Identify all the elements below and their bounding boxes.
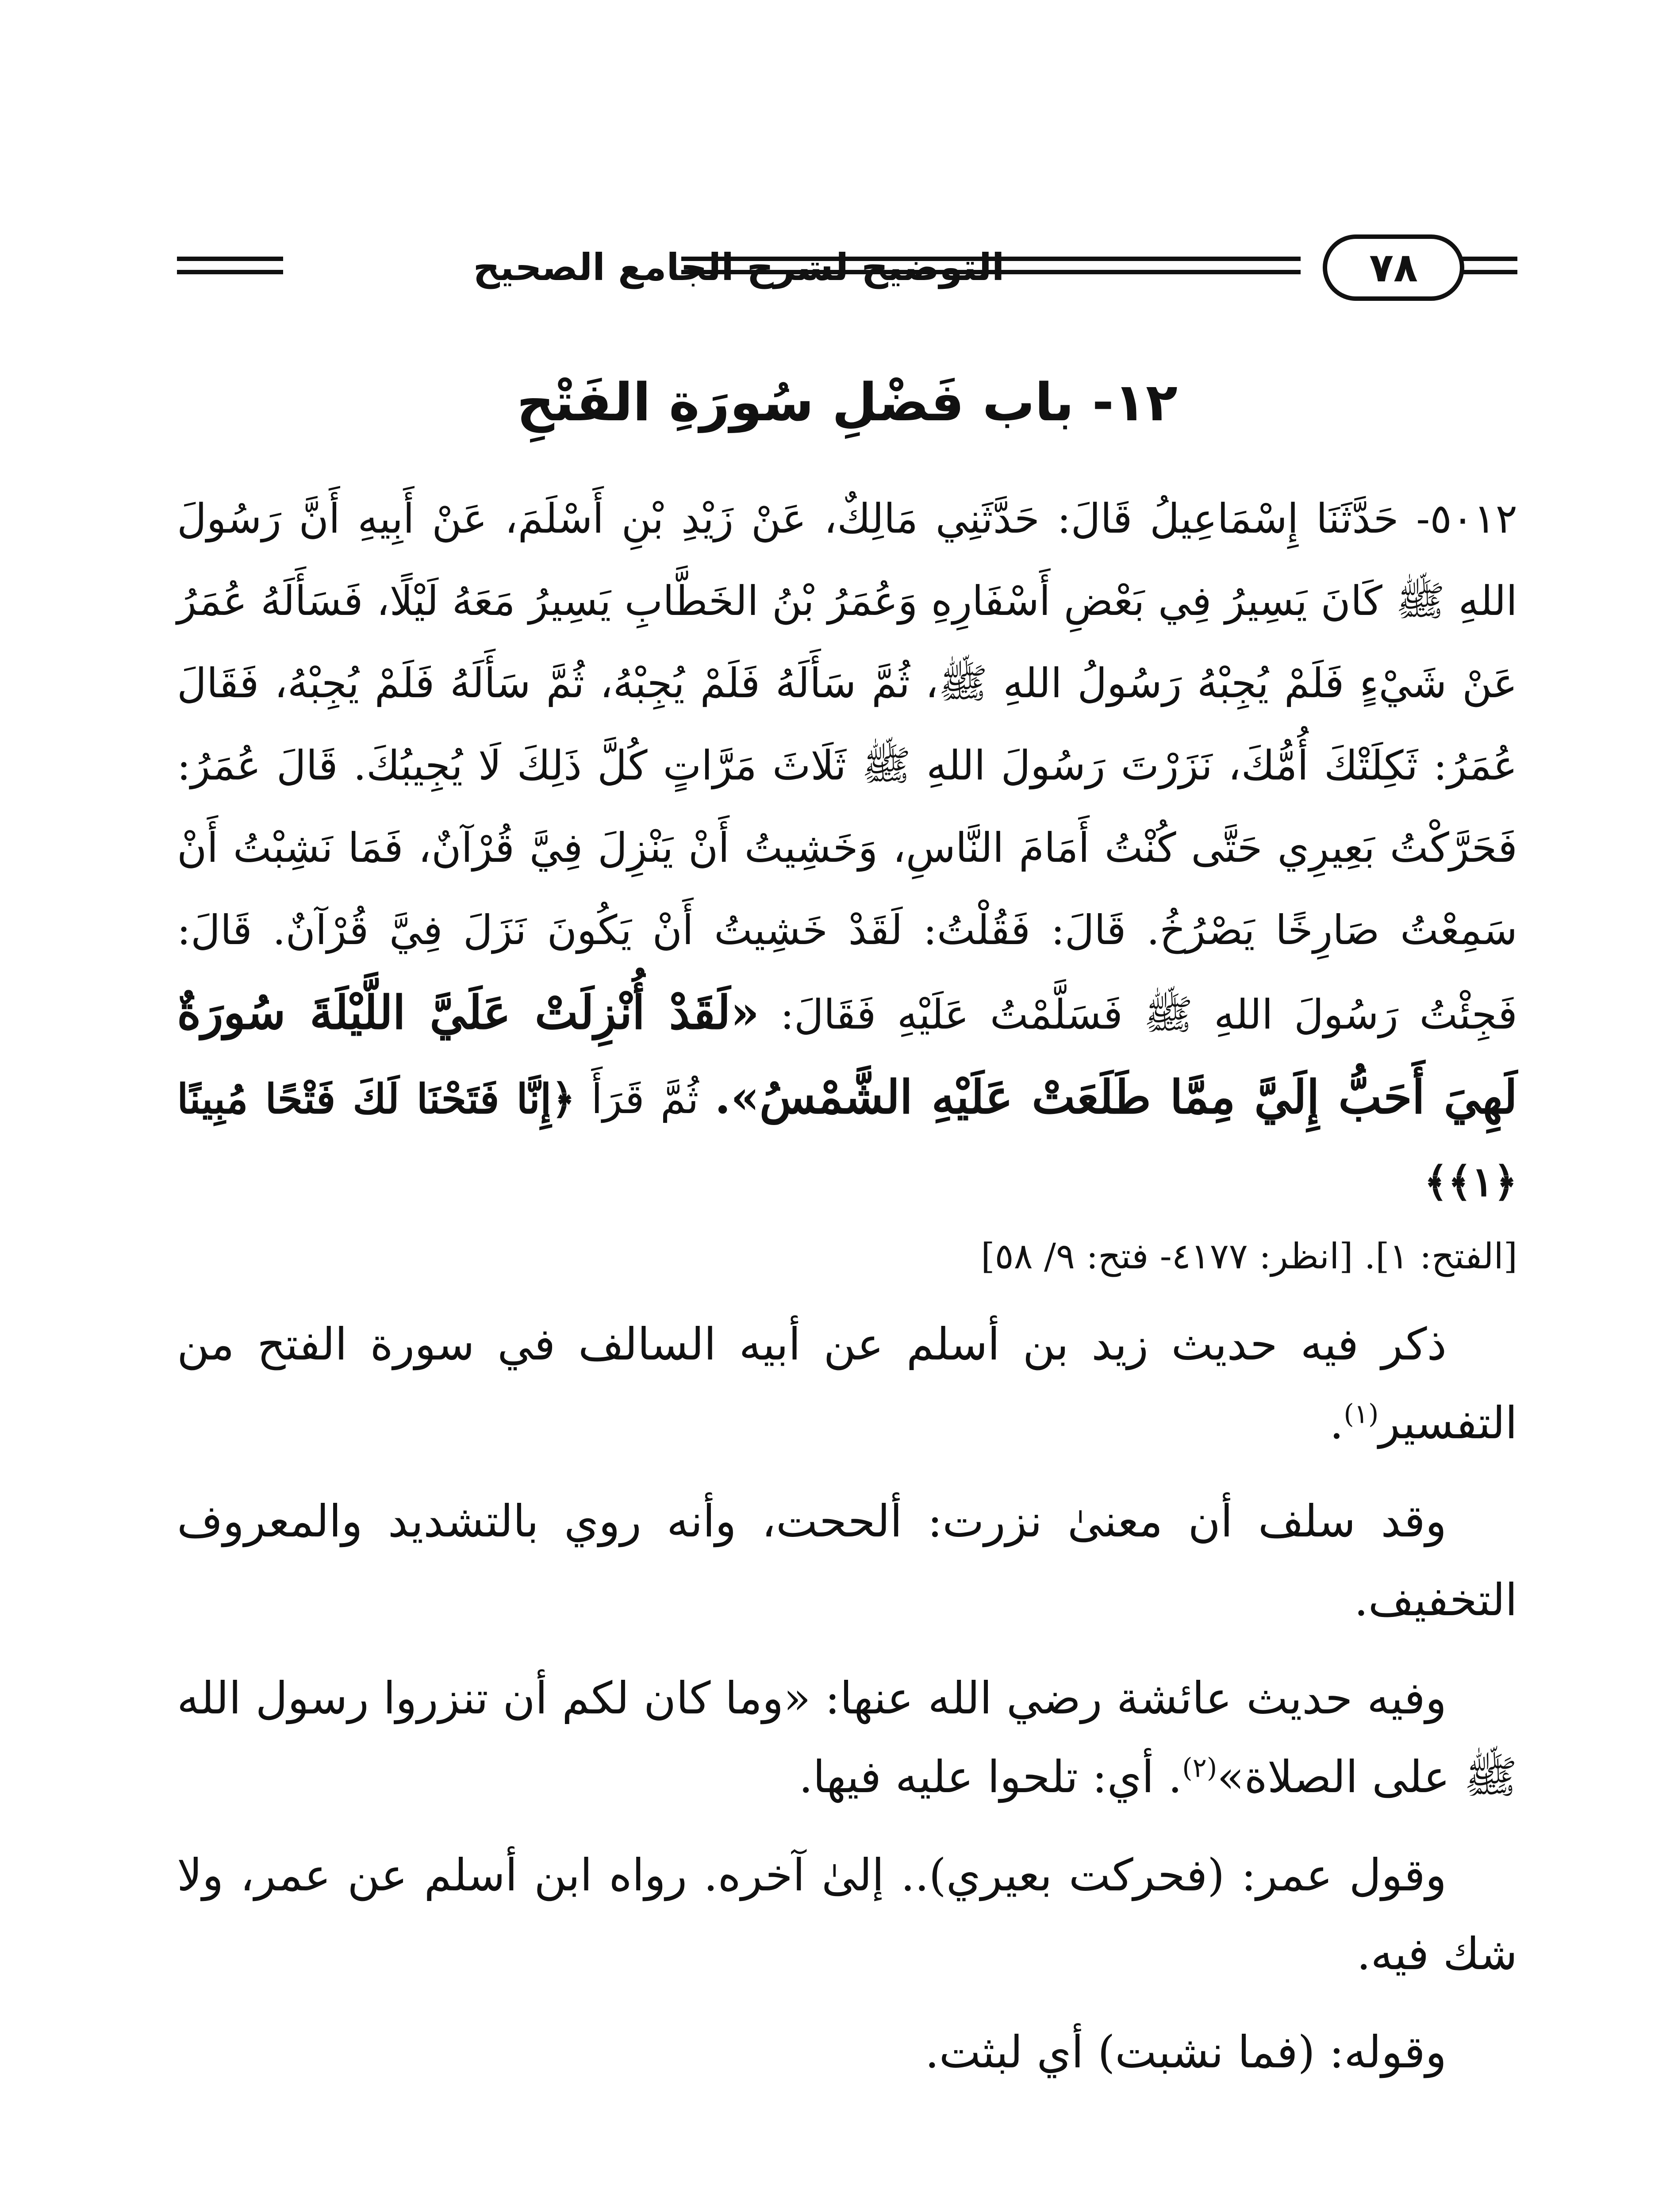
commentary xyxy=(177,1305,1517,2111)
commentary-p1-text: ذكر فيه حديث زيد بن أسلم عن أبيه السالف في سورة الفتح من التفسير xyxy=(177,1318,1517,1449)
commentary-paragraph-5: وقوله: (فما نشبت) أي لبثت. xyxy=(925,2026,1447,2078)
footnote-marker-2: (٢) xyxy=(1182,1752,1217,1784)
hadith-part-1: ٥٠١٢- حَدَّثَنَا إِسْمَاعِيلُ قَالَ: حَدَّثَنِي مَالِكٌ، عَنْ زَيْدِ بْنِ أَسْلَمَ، عَنْ أَبِيهِ أَنَّ رَسُولَ اللهِ ﷺ كَانَ يَسِيرُ فِي بَعْضِ أَسْفَارِهِ وَعُمَرُ بْنُ الخَطَّابِ يَسِيرُ مَعَهُ لَيْلًا، فَسَأَلَهُ عُمَرُ عَنْ شَيْءٍ فَلَمْ يُجِبْهُ رَسُولُ اللهِ ﷺ، ثُمَّ سَأَلَهُ فَلَمْ يُجِبْهُ، ثُمَّ سَأَلَهُ فَلَمْ يُجِبْهُ، فَقَالَ عُمَرُ: ثَكِلَتْكَ أُمُّكَ، نَزَرْتَ رَسُولَ اللهِ ﷺ ثَلَاثَ مَرَّاتٍ كُلَّ ذَلِكَ لَا يُجِيبُكَ. قَالَ عُمَرُ: فَحَرَّكْتُ بَعِيرِي حَتَّى كُنْتُ أَمَامَ النَّاسِ، وَخَشِيتُ أَنْ يَنْزِلَ فِيَّ قُرْآنٌ، فَمَا نَشِبْتُ أَنْ سَمِعْتُ صَارِخًا يَصْرُخُ. قَالَ: فَقُلْتُ: لَقَدْ خَشِيتُ أَنْ يَكُونَ نَزَلَ فِيَّ قُرْآنٌ. قَالَ: فَجِئْتُ رَسُولَ اللهِ ﷺ فَسَلَّمْتُ عَلَيْهِ فَقَالَ: xyxy=(177,495,1517,1038)
page-number: ٧٨ xyxy=(1369,244,1418,291)
commentary-paragraph-2: وقد سلف أن معنىٰ نزرت: ألححت، وأنه روي بالتشديد والمعروف التخفيف. xyxy=(177,1495,1517,1626)
commentary-paragraph-4: وقول عمر: (فحركت بعيري).. إلىٰ آخره. رواه ابن أسلم عن عمر، ولا شك فيه. xyxy=(177,1849,1517,1980)
page-header xyxy=(177,221,1517,323)
page-number-badge xyxy=(1323,234,1464,301)
header-rule-left xyxy=(177,257,283,261)
commentary-paragraph-1 xyxy=(177,1305,1517,1463)
hadith-part-2: ثُمَّ قَرَأَ xyxy=(575,1075,699,1123)
commentary-p3-end: . أي: تلحوا عليه فيها. xyxy=(799,1751,1182,1803)
chapter-title: ١٢- باب فَضْلِ سُورَةِ الفَتْحِ xyxy=(517,372,1178,433)
header-rule-right-2 xyxy=(1455,270,1517,274)
commentary-p3-text: وفيه حديث عائشة رضي الله عنها: «وما كان لكم أن تنزروا رسول الله ﷺ على الصلاة» xyxy=(177,1672,1517,1803)
footnote-marker-1: (١) xyxy=(1344,1398,1379,1430)
commentary-paragraph-3 xyxy=(177,1659,1517,1816)
hadith-quote: «لَقَدْ أُنْزِلَتْ عَلَيَّ اللَّيْلَةَ سُورَةٌ لَهِيَ أَحَبُّ إِلَيَّ مِمَّا طَلَعَتْ عَلَيْهِ الشَّمْسُ». xyxy=(177,985,1517,1124)
header-rule-right xyxy=(1455,257,1517,261)
quran-verse: ﴿إِنَّا فَتَحْنَا لَكَ فَتْحًا مُبِينًا ﴿١﴾﴾ xyxy=(177,1075,1517,1206)
commentary-p1-end: . xyxy=(1329,1397,1344,1449)
book-title: التوضيح لشرح الجامع الصحيح xyxy=(473,246,1005,289)
header-rule-left-2 xyxy=(177,270,283,274)
hadith-reference: [الفتح: ١]. [انظر: ٤١٧٧- فتح: ٩/ ٥٨] xyxy=(981,1236,1517,1277)
hadith-text xyxy=(177,478,1517,1290)
